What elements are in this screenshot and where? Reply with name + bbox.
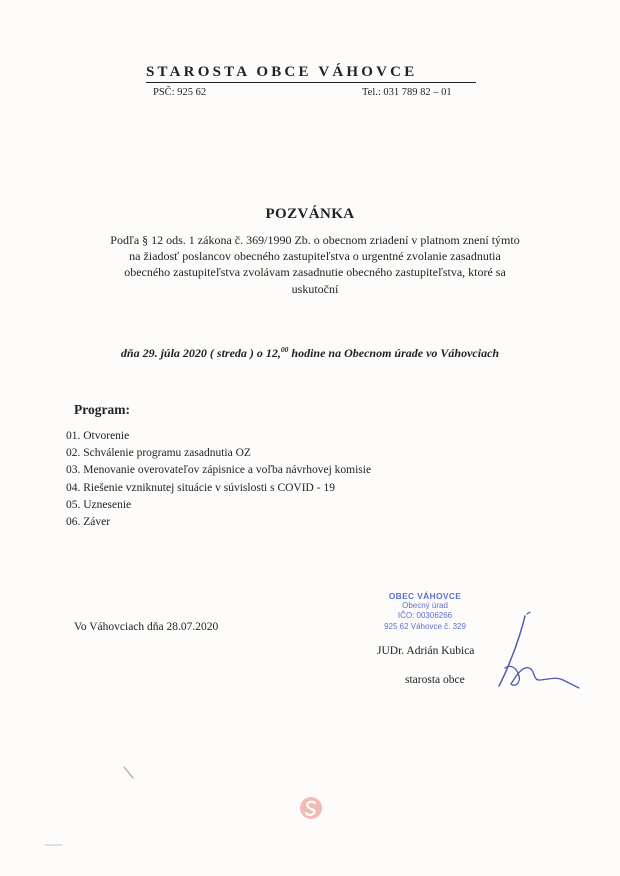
intro-line: uskutoční <box>291 281 339 296</box>
postal-code: PSČ: 925 62 <box>153 87 207 98</box>
stamp-name: OBEC VÁHOVCE <box>388 591 462 601</box>
program-item: 05. Uznesenie <box>66 498 132 511</box>
program-item: 03. Menovanie overovateľov zápisnice a voľba návrhovej komisie <box>66 464 372 477</box>
document-title: POZVÁNKA <box>265 206 355 222</box>
intro-line: na žiadosť poslancov obecného zastupiteľstva o urgentné zvolanie zasadnutia <box>129 249 501 264</box>
meeting-time-superscript: 00 <box>280 345 289 354</box>
footer-s-logo-icon <box>299 796 323 820</box>
program-list <box>66 428 371 531</box>
place-and-date: Vo Váhovciach dňa 28.07.2020 <box>74 621 219 633</box>
stamp-office: Obecný úrad <box>402 601 448 611</box>
intro-line: obecného zastupiteľstva zvolávam zasadnutie obecného zastupiteľstva, ktoré sa <box>124 265 506 280</box>
program-item: 06. Záver <box>66 516 111 529</box>
meeting-date-line <box>0 346 620 361</box>
phone-number: Tel.: 031 789 82 – 01 <box>362 87 452 98</box>
paper-speck <box>44 842 64 848</box>
program-item: 04. Riešenie vzniknutej situácie v súvislosti s COVID - 19 <box>66 481 335 494</box>
paper-speck <box>122 765 136 781</box>
stamp-ico: IČO: 00306266 <box>397 611 453 621</box>
stamp-address: 925 62 Váhovce č. 329 <box>384 621 466 631</box>
intro-line: Podľa § 12 ods. 1 zákona č. 369/1990 Zb. o obecnom zriadení v platnom znení týmto <box>110 233 520 247</box>
program-item: 02. Schválenie programu zasadnutia OZ <box>66 447 251 460</box>
program-heading: Program: <box>74 402 130 417</box>
mayor-title: starosta obce <box>405 674 465 686</box>
office-stamp <box>372 591 478 632</box>
meeting-date-text: dňa 29. júla 2020 ( streda ) o 12, <box>120 346 281 360</box>
meeting-place-text: hodine na Obecnom úrade vo Váhovciach <box>288 346 500 360</box>
office-title: STAROSTA OBCE VÁHOVCE <box>146 64 476 83</box>
mayor-name: JUDr. Adrián Kubica <box>377 645 475 657</box>
program-item: 01. Otvorenie <box>66 430 130 442</box>
intro-paragraph <box>70 232 560 297</box>
handwritten-signature <box>497 610 581 692</box>
